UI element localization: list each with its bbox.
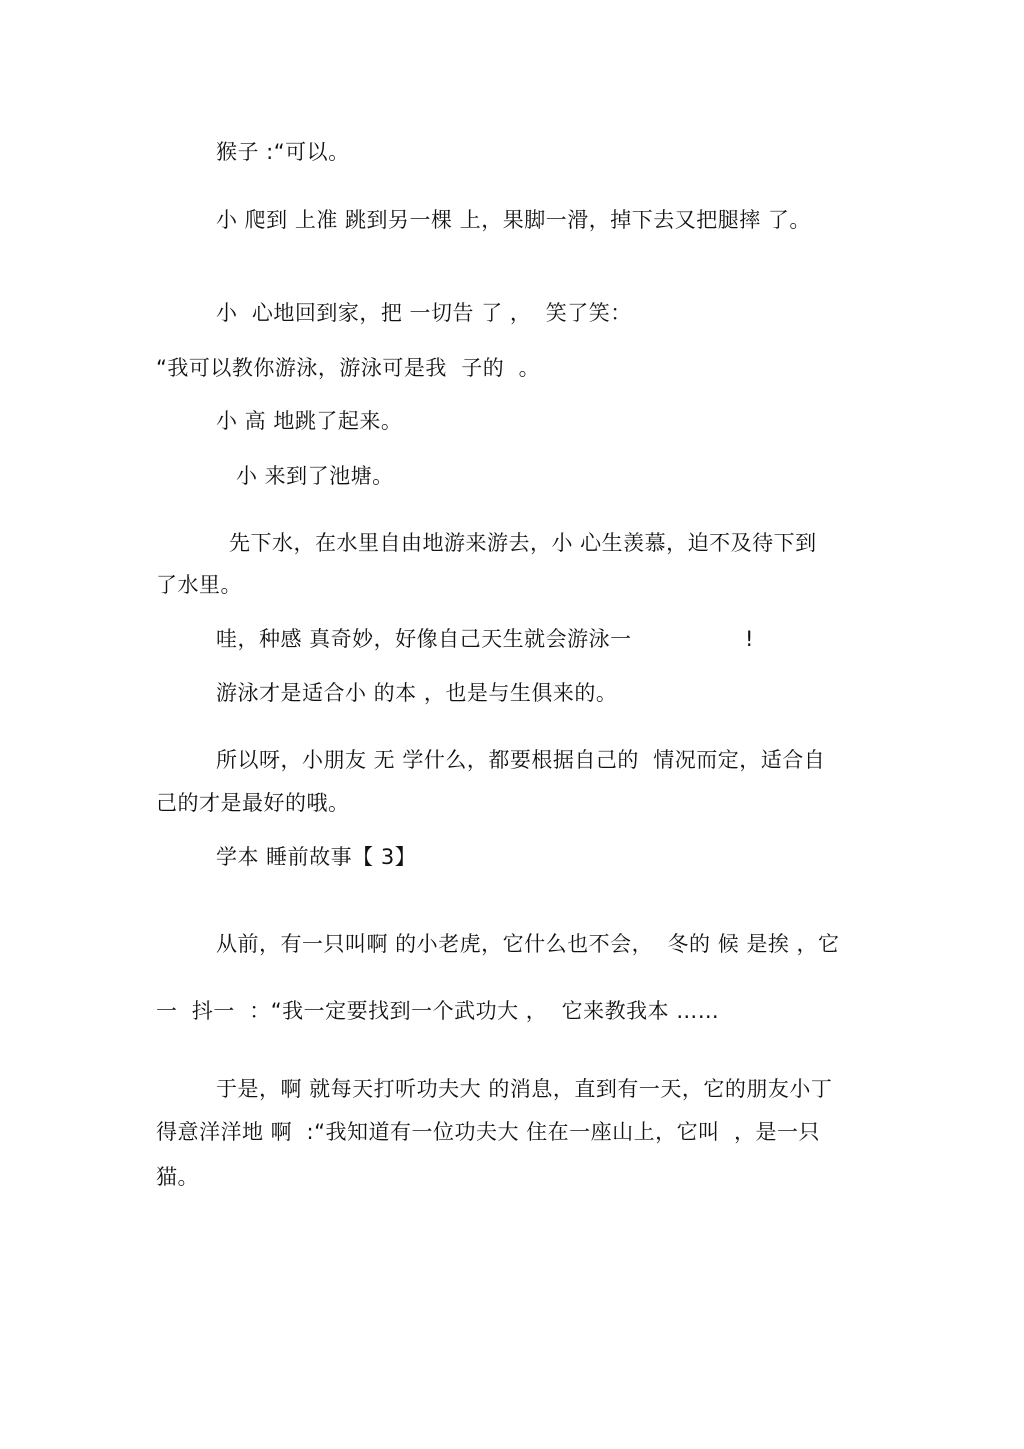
paragraph-line-1: 猴子 :“可以。 bbox=[216, 140, 350, 164]
paragraph-line-5: 小 高 地跳了起来。 bbox=[216, 409, 403, 433]
paragraph-line-12: 己的才是最好的哦。 bbox=[156, 791, 350, 815]
paragraph-line-16: 得意洋洋地 啊 :“我知道有一位功夫大 住在一座山上，它叫 ，是一只 bbox=[156, 1120, 821, 1144]
paragraph-line-11: 所以呀，小朋友 无 学什么，都要根据自己的 情况而定，适合自 bbox=[216, 748, 826, 772]
paragraph-line-7: 先下水，在水里自由地游来游去，小 心生羡慕，迫不及待下到 bbox=[229, 531, 817, 555]
paragraph-line-6: 小 来到了池塘。 bbox=[236, 464, 394, 488]
paragraph-line-13: 从前，有一只叫啊 的小老虎，它什么也不会， 冬的 候 是挨 ，它 bbox=[216, 932, 840, 956]
paragraph-line-9-end: ! bbox=[745, 627, 754, 651]
paragraph-line-15: 于是，啊 就每天打听功夫大 的消息，直到有一天，它的朋友小丁 bbox=[216, 1077, 833, 1101]
paragraph-line-2: 小 爬到 上准 跳到另一棵 上，果脚一滑，掉下去又把腿摔 了。 bbox=[216, 208, 811, 232]
section-heading: 学本 睡前故事【 3】 bbox=[216, 845, 417, 869]
paragraph-line-3: 小 心地回到家，把 一切告 了 ， 笑了笑： bbox=[216, 301, 632, 325]
paragraph-line-14: 一 抖一 ：“我一定要找到一个武功大 ， 它来教我本 …… bbox=[156, 999, 720, 1023]
paragraph-line-9: 哇，种感 真奇妙，好像自己天生就会游泳一 bbox=[216, 627, 632, 651]
paragraph-line-17: 猫。 bbox=[156, 1165, 199, 1189]
paragraph-line-10: 游泳才是适合小 的本 ，也是与生俱来的。 bbox=[216, 681, 618, 705]
paragraph-line-4: “我可以教你游泳，游泳可是我 子的 。 bbox=[156, 356, 541, 380]
paragraph-line-8: 了水里。 bbox=[156, 573, 242, 597]
